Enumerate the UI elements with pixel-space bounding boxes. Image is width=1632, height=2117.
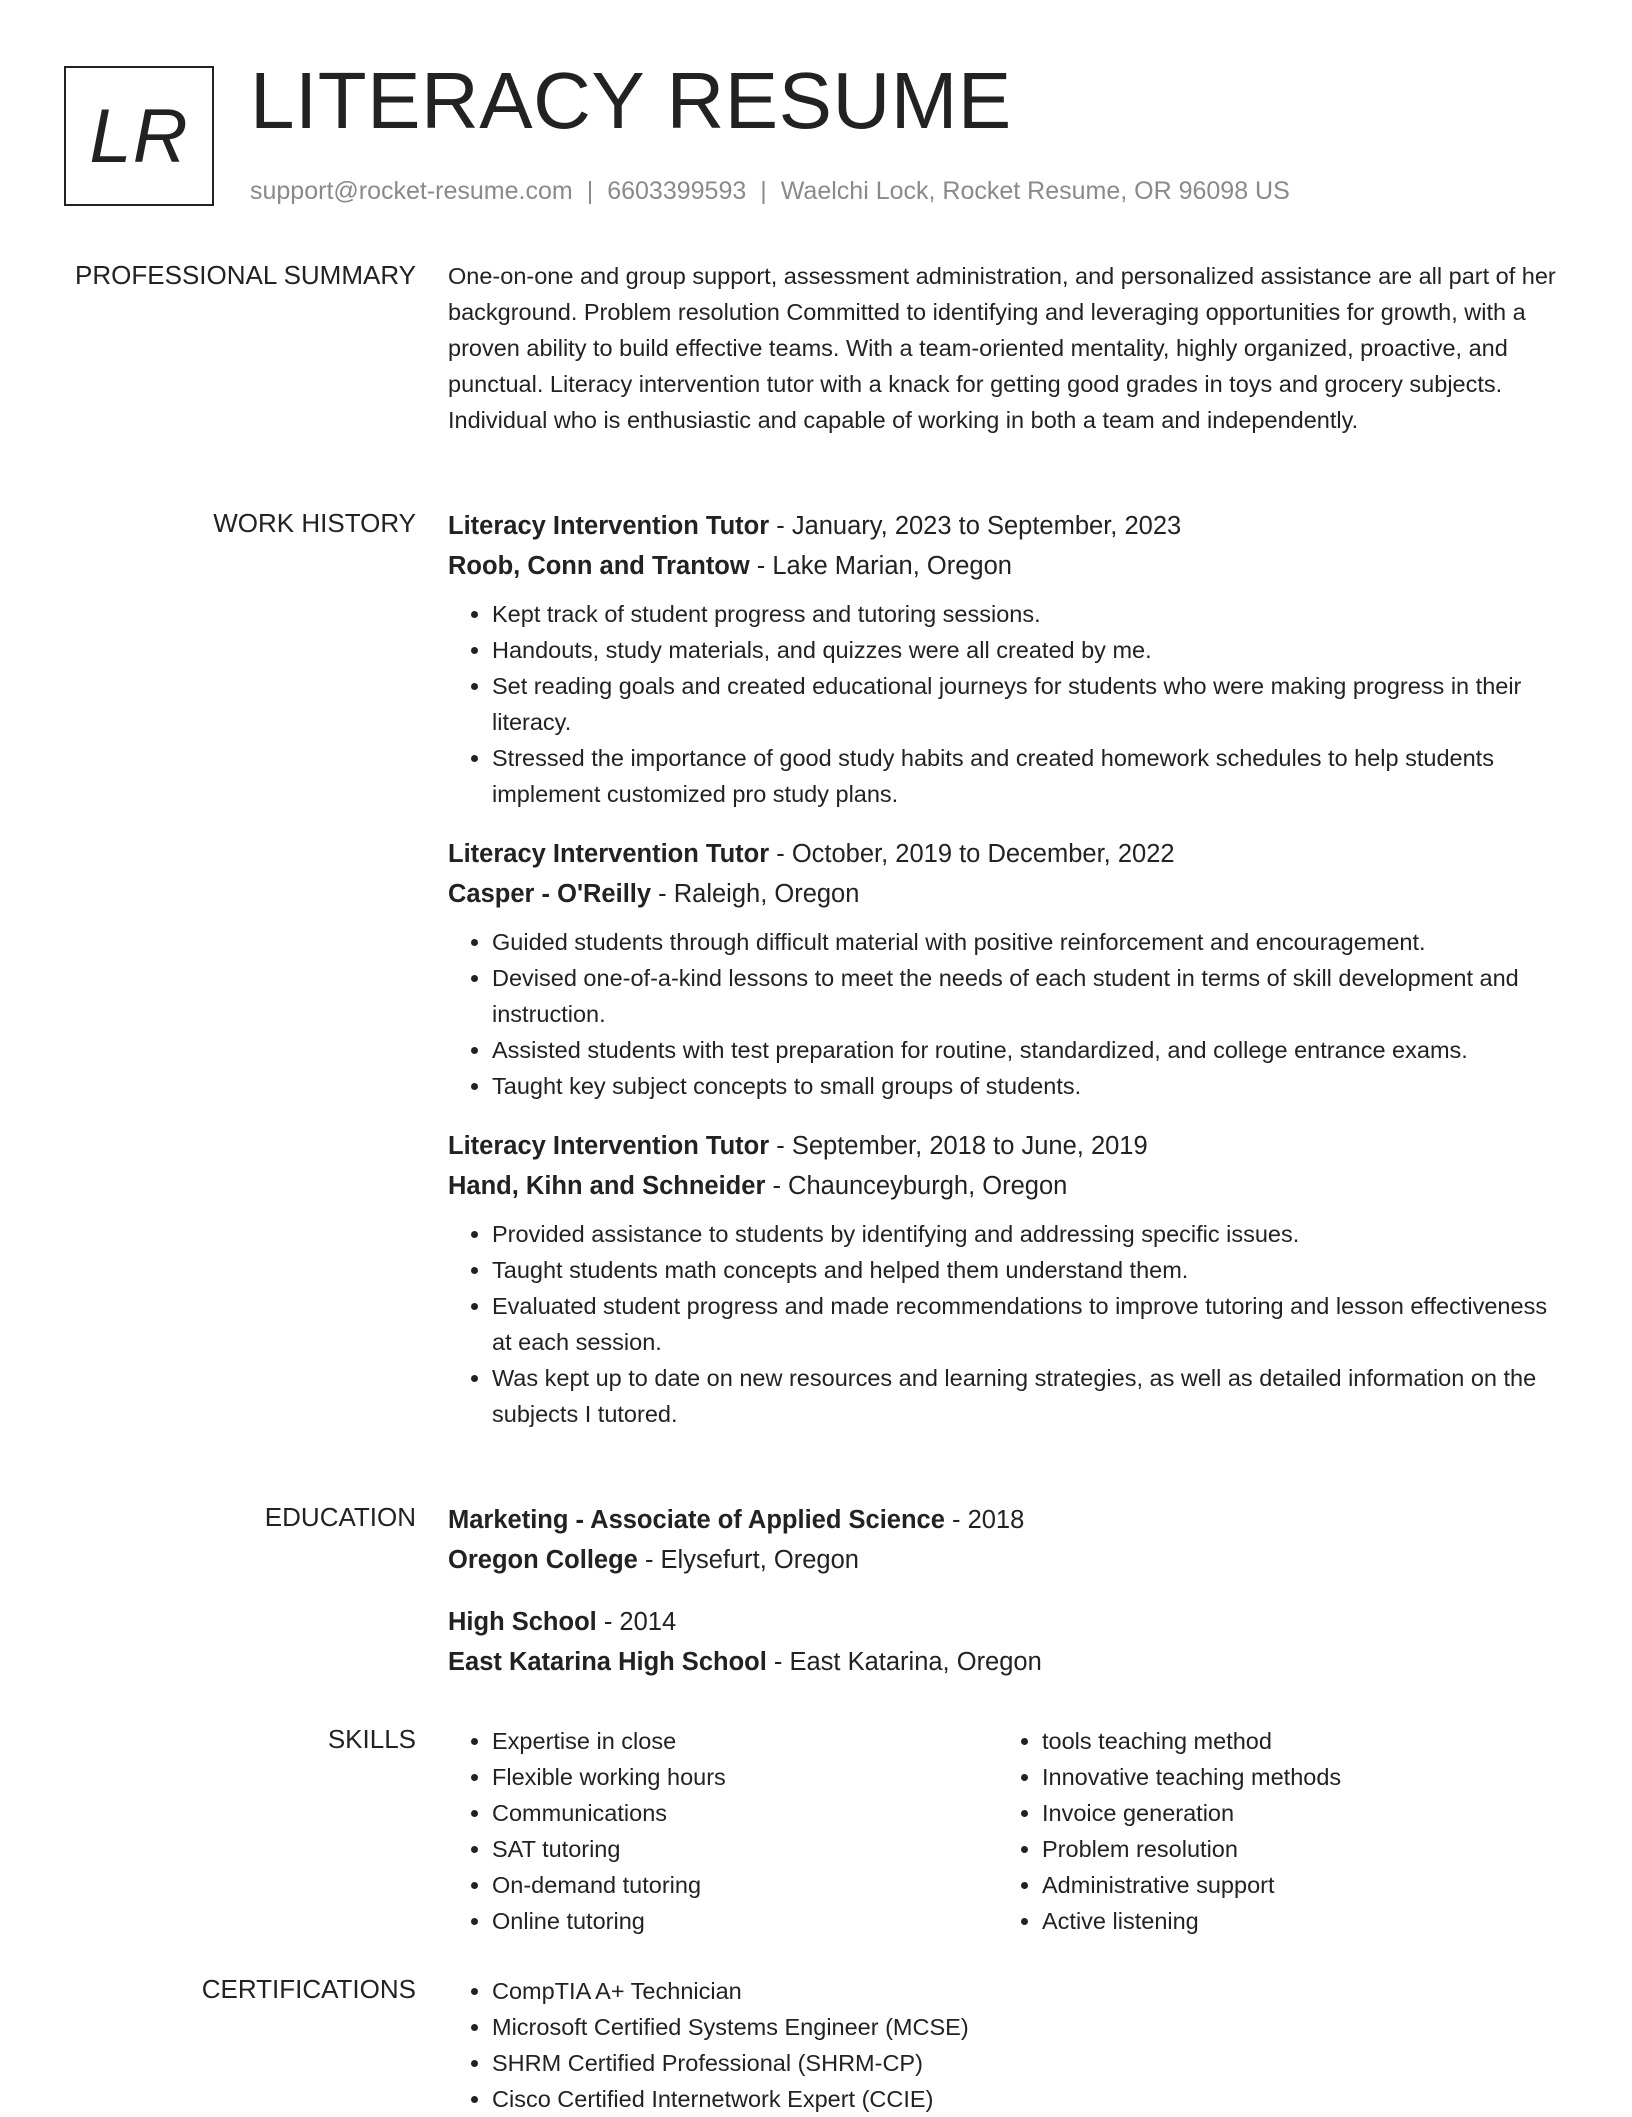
job-location: - Raleigh, Oregon [651, 880, 860, 908]
certifications-list [448, 1973, 1558, 2117]
skill-item: • Administrative support [1042, 1867, 1548, 1903]
school-location: - Elysefurt, Oregon [637, 1546, 859, 1574]
contact-separator: | [586, 177, 594, 205]
list-item: • Taught key subject concepts to small groups of students. [492, 1068, 1558, 1104]
certification-item: • Microsoft Certified Systems Engineer (MCSE) [492, 2009, 1558, 2045]
skill-item: • On-demand tutoring [492, 1867, 998, 1903]
certification-item: • Cisco Certified Internetwork Expert (CCIE) [492, 2081, 1558, 2117]
contact-email[interactable]: support@rocket-resume.com [250, 177, 573, 205]
section-title: SKILLS [327, 1724, 416, 1754]
job-company-line [448, 546, 1558, 586]
job-location: - Chaunceyburgh, Oregon [765, 1172, 1068, 1200]
job-entry [448, 506, 1558, 812]
school-line [448, 1642, 1558, 1682]
job-dates: - January, 2023 to September, 2023 [769, 512, 1182, 540]
list-item: • Was kept up to date on new resources and learning strategies, as well as detailed information on the subjects I tutored. [492, 1360, 1558, 1432]
list-item: • Taught students math concepts and helped them understand them. [492, 1252, 1558, 1288]
job-location: - Lake Marian, Oregon [749, 552, 1012, 580]
list-item: • Assisted students with test preparation for routine, standardized, and college entrance exams. [492, 1032, 1558, 1068]
section-title: CERTIFICATIONS [201, 1974, 416, 2004]
job-company: Roob, Conn and Trantow [448, 552, 750, 580]
degree-year: - 2018 [944, 1506, 1025, 1534]
list-item: • Stressed the importance of good study habits and created homework schedules to help students implement customized pro study plans. [492, 740, 1558, 812]
summary-text: One-on-one and group support, assessment administration, and personalized assistance are all part of her background. Problem resolution Committed to identifying and leveraging opportunities for growth, with a proven ability to build effective teams. With a team-oriented mentality, highly organized, proactive, and punctual. Literacy intervention tutor with a knack for getting good grades in toys and grocery subjects. Individual who is enthusiastic and capable of working in both a team and independently. [448, 263, 1556, 433]
skill-item: • SAT tutoring [492, 1831, 998, 1867]
job-entry [448, 1126, 1558, 1432]
skill-item: • Expertise in close [492, 1723, 998, 1759]
job-company-line [448, 1166, 1558, 1206]
skill-item: • Problem resolution [1042, 1831, 1548, 1867]
job-title-line [448, 834, 1558, 874]
contact-line [250, 174, 1290, 208]
skills-list-right [998, 1723, 1548, 1939]
contact-separator: | [760, 177, 767, 205]
job-company: Casper - O'Reilly [448, 880, 652, 908]
section-title: PROFESSIONAL SUMMARY [75, 260, 416, 290]
job-role: Literacy Intervention Tutor [448, 512, 770, 540]
education-entry [448, 1500, 1558, 1580]
school-name: Oregon College [448, 1546, 638, 1574]
contact-phone[interactable]: 6603399593 [607, 177, 747, 205]
job-bullets [448, 596, 1558, 812]
skill-item: • Communications [492, 1795, 998, 1831]
degree-line [448, 1500, 1558, 1540]
contact-address: Waelchi Lock, Rocket Resume, OR 96098 US [780, 177, 1290, 205]
list-item: • Set reading goals and created educational journeys for students who were making progress in their literacy. [492, 668, 1558, 740]
certification-item: • SHRM Certified Professional (SHRM-CP) [492, 2045, 1558, 2081]
skill-item: • Innovative teaching methods [1042, 1759, 1548, 1795]
job-role: Literacy Intervention Tutor [448, 1132, 770, 1160]
section-title: WORK HISTORY [213, 508, 416, 538]
skills-list-left [448, 1723, 998, 1939]
skill-item: • tools teaching method [1042, 1723, 1548, 1759]
list-item: • Provided assistance to students by identifying and addressing specific issues. [492, 1216, 1558, 1252]
school-line [448, 1540, 1558, 1580]
job-title-line [448, 506, 1558, 546]
skill-item: • Online tutoring [492, 1903, 998, 1939]
degree-name: Marketing - Associate of Applied Science [448, 1506, 945, 1534]
degree-name: High School [448, 1608, 597, 1636]
skill-item: • Active listening [1042, 1903, 1548, 1939]
list-item: • Devised one-of-a-kind lessons to meet the needs of each student in terms of skill development and instruction. [492, 960, 1558, 1032]
job-bullets [448, 1216, 1558, 1432]
job-title-line [448, 1126, 1558, 1166]
monogram-logo: LR [64, 66, 214, 206]
degree-line [448, 1602, 1558, 1642]
certification-item: • CompTIA A+ Technician [492, 1973, 1558, 2009]
section-title: EDUCATION [264, 1502, 416, 1532]
education-entry [448, 1602, 1558, 1682]
skill-item: • Invoice generation [1042, 1795, 1548, 1831]
skill-item: • Flexible working hours [492, 1759, 998, 1795]
job-company: Hand, Kihn and Schneider [448, 1172, 766, 1200]
school-name: East Katarina High School [448, 1648, 767, 1676]
job-company-line [448, 874, 1558, 914]
job-dates: - October, 2019 to December, 2022 [769, 840, 1175, 868]
list-item: • Kept track of student progress and tutoring sessions. [492, 596, 1558, 632]
school-location: - East Katarina, Oregon [766, 1648, 1042, 1676]
degree-year: - 2014 [596, 1608, 677, 1636]
job-role: Literacy Intervention Tutor [448, 840, 770, 868]
list-item: • Handouts, study materials, and quizzes were all created by me. [492, 632, 1558, 668]
skills-grid [448, 1723, 1558, 1939]
list-item: • Evaluated student progress and made recommendations to improve tutoring and lesson effectiveness at each session. [492, 1288, 1558, 1360]
list-item: • Guided students through difficult material with positive reinforcement and encouragement. [492, 924, 1558, 960]
job-entry [448, 834, 1558, 1104]
job-dates: - September, 2018 to June, 2019 [769, 1132, 1148, 1160]
job-bullets [448, 924, 1558, 1104]
candidate-name: LITERACY RESUME [250, 56, 1012, 145]
